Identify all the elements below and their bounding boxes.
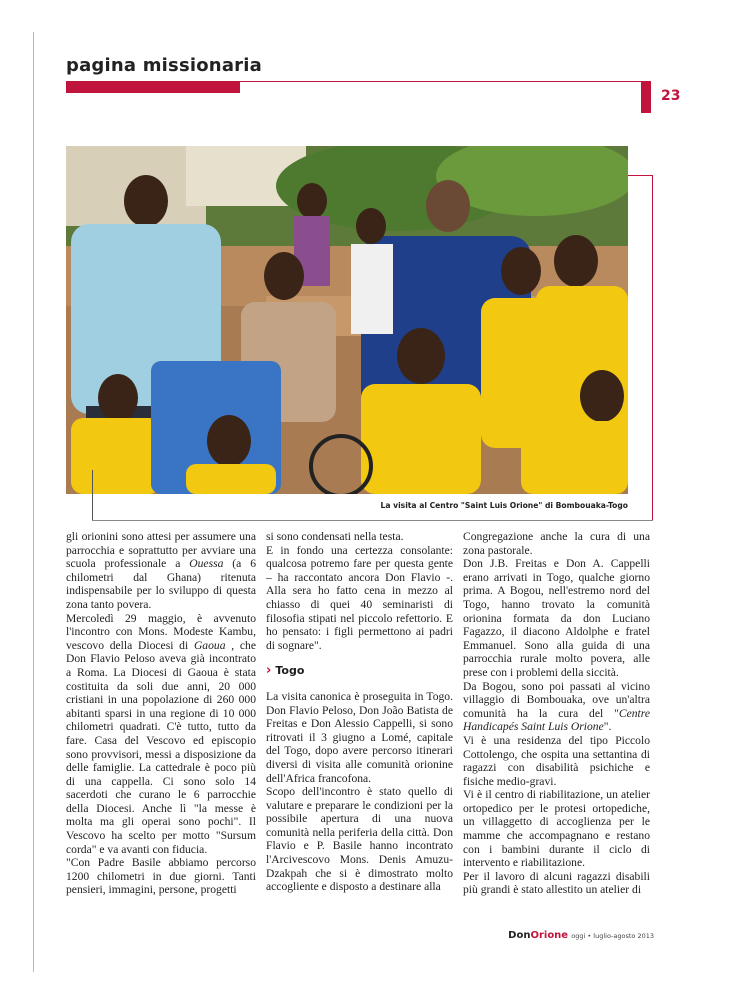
paragraph: Don J.B. Freitas e Don A. Cappelli erano arrivati in Togo, qualche giorno prima. A Bogou, nell'estremo nord del Togo, hanno trovato la comunità orionina formata da don Luciano Fagazzo, il diacono Aldolphe e fratel Emmanuel. Sono alla guida di una parrocchia rurale molto povera, alle prese con i problemi della siccità.	[463, 557, 650, 679]
photo-frame-line	[92, 470, 93, 520]
text-column-2	[266, 530, 453, 894]
subhead-togo: › Togo	[266, 663, 305, 679]
paragraph: Vi è una residenza del tipo Piccolo Cottolengo, che ospita una settantina di ragazzi con disabilità psichiche e fisiche medio-gravi.	[463, 733, 650, 788]
paragraph: "Con Padre Basile abbiamo percorso 1200 chilometri in due giorni. Tanti pensieri, immagini, persone, progetti	[66, 856, 256, 897]
paragraph: Scopo dell'incontro è stato quello di valutare e preparare le condizioni per la possibile apertura di una nuova comunità nella periferia della città. Don Flavio e P. Basile hanno incontrato l'Arcivescovo Mons. Denis Amuzu-Dzakpah che si è dimostrato molto accogliente e disposto a destinare alla	[266, 785, 453, 894]
footer-brand: DonOrione oggi • luglio-agosto 2013	[508, 930, 654, 941]
group-photo	[66, 146, 628, 494]
paragraph: gli orionini sono attesi per assumere una parrocchia e soprattutto per avviare una scuola professionale a Ouessa (a 6 chilometri dal Ghana) ritenuta indispensabile per lo sviluppo di questa zona tanto povera.	[66, 530, 256, 611]
paragraph: La visita canonica è proseguita in Togo. Don Flavio Peloso, Don João Batista de Freitas e Don Alessio Cappelli, si sono ritrovati il 3 giugno a Lomé, capitale del Togo, dopo avere percorso itinerari diversi di visita alle comunità orionine dell'Africa francofona.	[266, 689, 453, 785]
paragraph: si sono condensati nella testa.	[266, 530, 404, 543]
chevron-right-icon: ›	[266, 663, 272, 679]
paragraph: E in fondo una certezza consolante: qualcosa potremo fare per questa gente – ha raccontato ancora Don Flavio -. Alla sera ho fatto cena in mezzo al chiasso di quei 40 seminaristi di filosofia stipati nel piccolo refettorio. E ho pensato: i figli permettono ai padri di sognare".	[266, 543, 453, 652]
photo-illustration	[66, 146, 628, 494]
photo-frame-line	[652, 175, 653, 520]
photo-frame-line	[92, 520, 653, 521]
paragraph: Per il lavoro di alcuni ragazzi disabili più grandi è stato allestito un atelier di	[463, 869, 650, 897]
place-name: Ouessa	[189, 557, 224, 571]
section-title: pagina missionaria	[66, 55, 262, 76]
header-accent-bar	[66, 82, 240, 93]
text-column-3	[463, 530, 650, 897]
text-column-1	[66, 530, 256, 897]
paragraph: Congregazione anche la cura di una zona pastorale.	[463, 530, 650, 557]
centre-name: Centre Handicapés Saint Luis Orione	[463, 706, 650, 734]
place-name: Gaoua	[193, 638, 226, 652]
photo-caption: La visita al Centro "Saint Luis Orione" di Bombouaka-Togo	[380, 501, 628, 510]
paragraph: Mercoledì 29 maggio, è avvenuto l'incontro con Mons. Modeste Kambu, vescovo della Diocesi di Gaoua , che Don Flavio Peloso aveva già incontrato a Roma. La Diocesi di Gaoua è stata costituita da soli due anni, 20 000 cristiani in una popolazione di 260 000 abitanti sparsi in una regione di 10 000 chilometri quadrati. C'è tutto, tutto da fare. Casa del Vescovo ed episcopio sono provvisori, messi a disposizione da delle famiglie. La cattedrale è poco più di una cappella. Ci sono solo 14 sacerdoti che curano le 6 parrocchie della Diocesi. Anche lì "la messe è molta ma gli operai sono pochi". Il Vescovo ha scelto per motto "Sursum corda" e va avanti con fiducia.	[66, 611, 256, 856]
paragraph: Da Bogou, sono poi passati al vicino villaggio di Bombouaka, ove un'altra comunità ha la cura del "Centre Handicapés Saint Luis Orione".	[463, 679, 650, 734]
paragraph: Vi è il centro di riabilitazione, un atelier ortopedico per le protesi ortopediche, un villaggetto di accoglienza per le mamme che accompagnano e restano con i bambini durante il ciclo di intervento e riabilitazione.	[463, 788, 650, 870]
page-tab-marker	[641, 81, 651, 113]
left-margin-rule	[33, 32, 34, 972]
photo-frame-line	[628, 175, 653, 176]
page-number: 23	[661, 88, 681, 104]
